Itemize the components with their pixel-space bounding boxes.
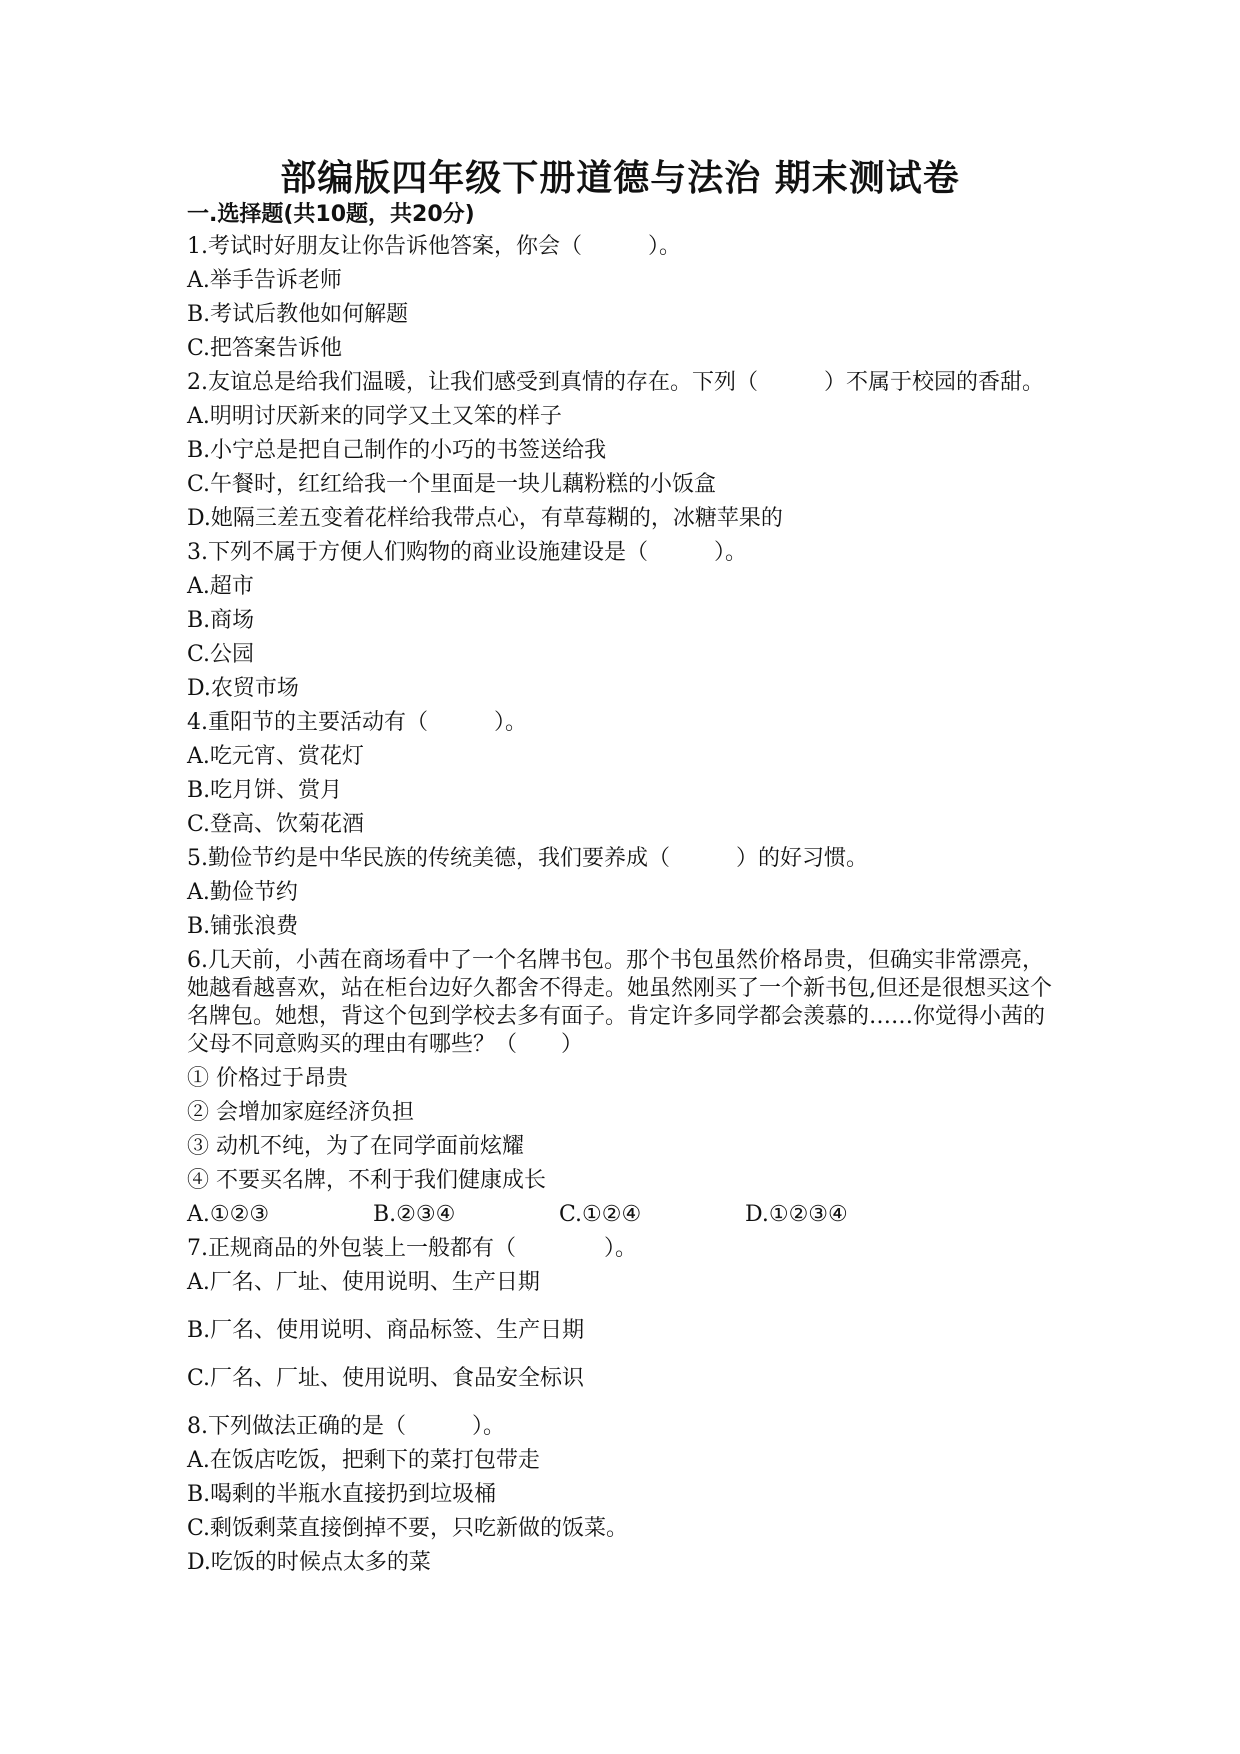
answer-option: A.①②③ bbox=[187, 1202, 270, 1227]
question-stem: 1.考试时好朋友让你告诉他答案，你会（ ）。 bbox=[187, 234, 681, 259]
answer-option: B.商场 bbox=[187, 608, 255, 633]
answer-option: D.农贸市场 bbox=[187, 676, 299, 701]
answer-option: B.考试后教他如何解题 bbox=[187, 302, 409, 327]
question-stem: 7.正规商品的外包装上一般都有（ ）。 bbox=[187, 1236, 637, 1261]
page-title: 部编版四年级下册道德与法治 期末测试卷 bbox=[280, 158, 960, 199]
reason-item: ① 价格过于昂贵 bbox=[187, 1066, 348, 1091]
question-stem: 6.几天前，小茜在商场看中了一个名牌书包。那个书包虽然价格昂贵，但确实非常漂亮，她越看越喜欢，站在柜台边好久都舍不得走。她虽然刚买了一个新书包,但还是很想买这个名牌包。她想，背这个包到学校去多有面子。肯定许多同学都会羡慕的……你觉得小茜的父母不同意购买的理由有哪些？（ ） bbox=[187, 948, 1052, 1057]
answer-option: C.把答案告诉他 bbox=[187, 336, 343, 361]
answer-options-row bbox=[187, 1198, 1057, 1232]
answer-option: D.她隔三差五变着花样给我带点心，有草莓糊的，冰糖苹果的 bbox=[187, 506, 783, 531]
answer-option: B.铺张浪费 bbox=[187, 914, 299, 939]
answer-option: A.勤俭节约 bbox=[187, 880, 298, 905]
section-heading: 一.选择题(共10题，共20分) bbox=[187, 202, 475, 227]
question-stem: 4.重阳节的主要活动有（ ）。 bbox=[187, 710, 527, 735]
answer-option: B.吃月饼、赏月 bbox=[187, 778, 343, 803]
answer-option: A.明明讨厌新来的同学又土又笨的样子 bbox=[187, 404, 562, 429]
answer-option: C.公园 bbox=[187, 642, 255, 667]
answer-option: A.举手告诉老师 bbox=[187, 268, 342, 293]
answer-option: B.小宁总是把自己制作的小巧的书签送给我 bbox=[187, 438, 607, 463]
answer-option: D.①②③④ bbox=[745, 1202, 848, 1227]
answer-option: C.午餐时，红红给我一个里面是一块儿藕粉糕的小饭盒 bbox=[187, 472, 717, 497]
answer-option: C.①②④ bbox=[559, 1202, 642, 1227]
question-stem: 2.友谊总是给我们温暖，让我们感受到真情的存在。下列（ ）不属于校园的香甜。 bbox=[187, 370, 1044, 395]
reason-item: ② 会增加家庭经济负担 bbox=[187, 1100, 414, 1125]
reason-item: ③ 动机不纯，为了在同学面前炫耀 bbox=[187, 1134, 524, 1159]
answer-option: C.登高、饮菊花酒 bbox=[187, 812, 365, 837]
answer-option: A.超市 bbox=[187, 574, 254, 599]
answer-option: A.在饭店吃饭，把剩下的菜打包带走 bbox=[187, 1448, 540, 1473]
answer-option: B.喝剩的半瓶水直接扔到垃圾桶 bbox=[187, 1482, 497, 1507]
answer-option: A.吃元宵、赏花灯 bbox=[187, 744, 364, 769]
question-stem: 3.下列不属于方便人们购物的商业设施建设是（ ）。 bbox=[187, 540, 747, 565]
question-stem: 5.勤俭节约是中华民族的传统美德，我们要养成（ ）的好习惯。 bbox=[187, 846, 868, 871]
answer-option: D.吃饭的时候点太多的菜 bbox=[187, 1550, 431, 1575]
reason-item: ④ 不要买名牌，不利于我们健康成长 bbox=[187, 1168, 546, 1193]
question-stem: 8.下列做法正确的是（ ）。 bbox=[187, 1414, 505, 1439]
answer-option: B.厂名、使用说明、商品标签、生产日期 bbox=[187, 1318, 585, 1343]
answer-option: C.厂名、厂址、使用说明、食品安全标识 bbox=[187, 1366, 585, 1391]
question-list bbox=[187, 230, 1057, 1580]
answer-option: A.厂名、厂址、使用说明、生产日期 bbox=[187, 1270, 540, 1295]
answer-option: B.②③④ bbox=[373, 1202, 456, 1227]
answer-option: C.剩饭剩菜直接倒掉不要，只吃新做的饭菜。 bbox=[187, 1516, 629, 1541]
